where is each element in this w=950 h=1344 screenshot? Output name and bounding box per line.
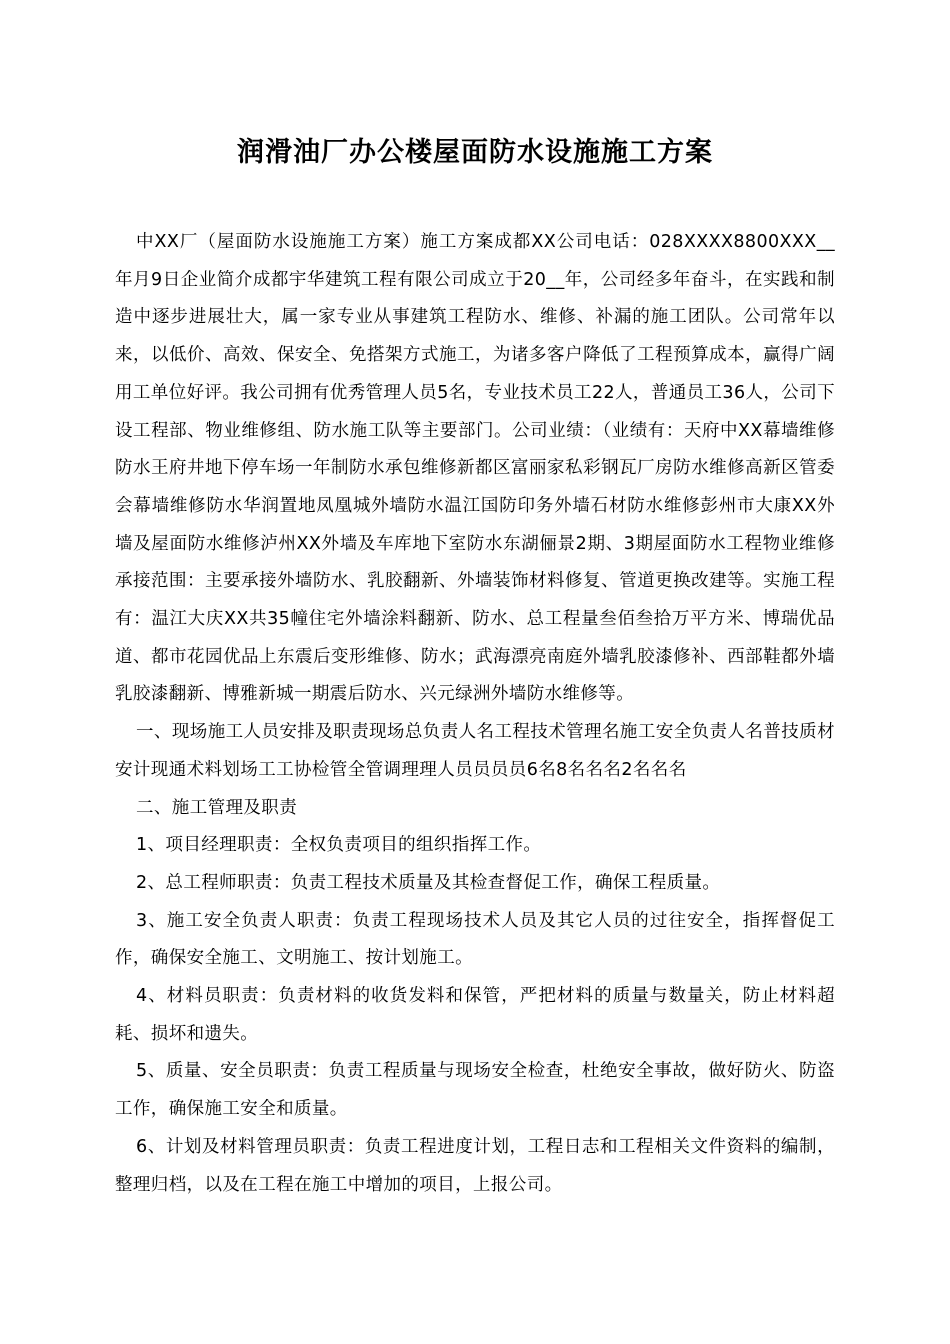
paragraph-company-intro: 中XX厂（屋面防水设施施工方案）施工方案成都XX公司电话：028XXXX8800XXX__年月9日企业简介成都宇华建筑工程有限公司成立于20__年，公司经多年奋斗，在实践和制造中逐步进展壮大，属一家专业从事建筑工程防水、维修、补漏的施工团队。公司常年以来，以低价、高效、保安全、免搭架方式施工，为诸多客户降低了工程预算成本，赢得广阔用工单位好评。我公司拥有优秀管理人员5名，专业技术员工22人，普通员工36人，公司下设工程部、物业维修组、防水施工队等主要部门。公司业绩：（业绩有：天府中XX幕墙维修防水王府井地下停车场一年制防水承包维修新都区富丽家私彩钢瓦厂房防水维修高新区管委会幕墙维修防水华润置地凤凰城外墙防水温江国防印务外墙石材防水维修彭州市大康XX外墙及屋面防水维修泸州XX外墙及车库地下室防水东湖俪景2期、3期屋面防水工程物业维修承接范围：主要承接外墙防水、乳胶翻新、外墙装饰材料修复、管道更换改建等。实施工程有：温江大庆XX共35幢住宅外墙涂料翻新、防水、总工程量叁佰叁拾万平方米、博瑞优品道、都市花园优品上东震后变形维修、防水；武海漂亮南庭外墙乳胶漆修补、西部鞋都外墙乳胶漆翻新、博雅新城一期震后防水、兴元绿洲外墙防水维修等。 [115, 232, 835, 705]
paragraph-duty-project-manager: 1、项目经理职责：全权负责项目的组织指挥工作。 [136, 835, 542, 856]
paragraph-duty-quality-safety: 5、质量、安全员职责：负责工程质量与现场安全检查，杜绝安全事故，做好防火、防盗工作，确保施工安全和质量。 [115, 1061, 835, 1120]
document-title: 润滑油厂办公楼屋面防水设施施工方案 [237, 137, 713, 168]
section-heading-management: 二、施工管理及职责 [136, 797, 298, 818]
paragraph-staff-arrangement: 一、现场施工人员安排及职责现场总负责人名工程技术管理名施工安全负责人名普技质材安计现通术料划场工工协检管全管调理理人员员员员6名8名名名2名名名 [115, 722, 835, 780]
document-body [115, 224, 835, 1204]
paragraph-duty-material-clerk: 4、材料员职责：负责材料的收货发料和保管，严把材料的质量与数量关，防止材料超耗、损坏和遗失。 [115, 986, 835, 1044]
paragraph-duty-planning: 6、计划及材料管理员职责：负责工程进度计划，工程日志和工程相关文件资料的编制，整理归档，以及在工程在施工中增加的项目，上报公司。 [115, 1136, 835, 1195]
paragraph-duty-chief-engineer: 2、总工程师职责：负责工程技术质量及其检查督促工作，确保工程质量。 [136, 872, 721, 893]
paragraph-duty-safety-lead: 3、施工安全负责人职责：负责工程现场技术人员及其它人员的过往安全，指挥督促工作，确保安全施工、文明施工、按计划施工。 [115, 910, 835, 969]
